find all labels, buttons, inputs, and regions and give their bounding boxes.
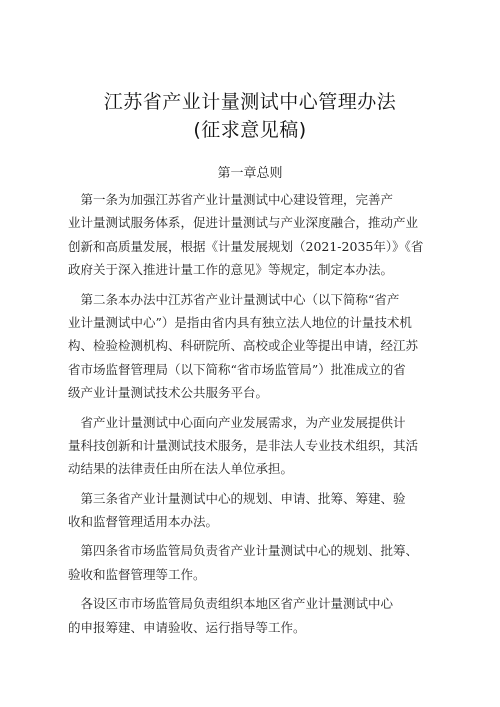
text-line: 创新和高质量发展，根据《计量发展规划（2021-2035年）》《省 bbox=[68, 238, 424, 254]
text-line: 业计量测试中心”）是指由省内具有独立法人地位的计量技术机 bbox=[68, 314, 412, 330]
document-title: 江苏省产业计量测试中心管理办法 bbox=[103, 91, 397, 113]
text-line: 省市场监督管理局（以下简称“省市场监管局”）批准成立的省 bbox=[68, 361, 406, 377]
text-line: 第三条省产业计量测试中心的规划、申请、批筹、筹建、验 bbox=[68, 490, 406, 506]
text-line: 各设区市市场监管局负责组织本地区省产业计量测试中心 bbox=[68, 596, 394, 612]
document-body bbox=[68, 188, 438, 645]
text-line: 省产业计量测试中心面向产业发展需求，为产业发展提供计 bbox=[68, 414, 406, 430]
text-line: 验收和监督管理等工作。 bbox=[68, 566, 206, 582]
text-line: 的申报筹建、申请验收、运行指导等工作。 bbox=[68, 619, 306, 635]
text-line: 业计量测试服务体系，促进计量测试与产业深度融合，推动产业 bbox=[68, 215, 419, 231]
text-line: 动结果的法律责任由所在法人单位承担。 bbox=[68, 461, 294, 477]
paragraph-article-2 bbox=[68, 288, 438, 405]
chapter-heading: 第一章总则 bbox=[217, 166, 283, 181]
paragraph-article-3 bbox=[68, 487, 438, 534]
text-line: 政府关于深入推进计量工作的意见》等规定，制定本办法。 bbox=[68, 262, 394, 278]
text-line: 收和监督管理适用本办法。 bbox=[68, 514, 219, 530]
text-line: 量科技创新和计量测试技术服务，是非法人专业技术组织，其活 bbox=[68, 437, 419, 453]
paragraph-city-bureaus bbox=[68, 592, 438, 639]
text-line: 构、检验检测机构、科研院所、高校或企业等提出申请，经江苏 bbox=[68, 338, 419, 354]
paragraph-article-4 bbox=[68, 539, 438, 586]
paragraph-center-role bbox=[68, 411, 438, 481]
paragraph-article-1 bbox=[68, 188, 438, 282]
text-line: 第四条省市场监管局负责省产业计量测试中心的规划、批筹、 bbox=[68, 543, 419, 559]
text-line: 第一条为加强江苏省产业计量测试中心建设管理，完善产 bbox=[68, 192, 394, 207]
text-line: 级产业计量测试技术公共服务平台。 bbox=[68, 385, 269, 401]
document-subtitle: (征求意见稿) bbox=[193, 119, 307, 141]
text-line: 第二条本办法中江苏省产业计量测试中心（以下简称“省产 bbox=[68, 291, 400, 307]
